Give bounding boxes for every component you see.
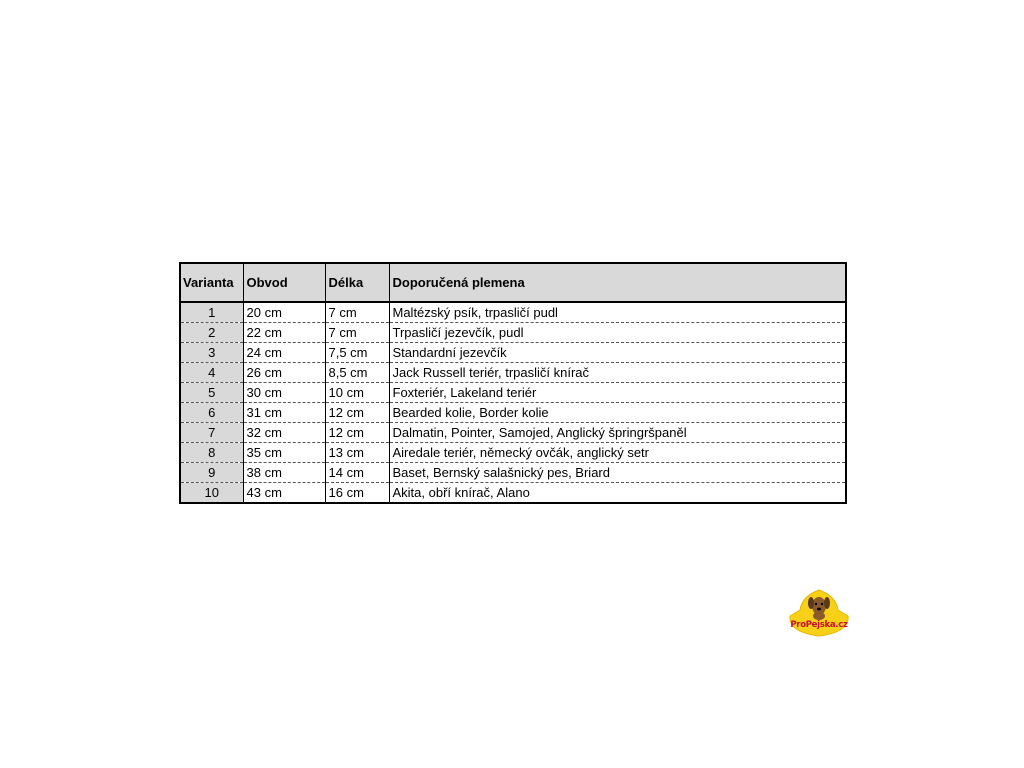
cell-obvod: 31 cm (243, 403, 325, 423)
cell-varianta: 2 (181, 323, 243, 343)
header-obvod: Obvod (243, 264, 325, 302)
table-row (181, 363, 845, 383)
cell-plemena: Airedale teriér, německý ovčák, anglický setr (389, 443, 845, 463)
cell-plemena: Maltézský psík, trpasličí pudl (389, 302, 845, 323)
cell-delka: 16 cm (325, 483, 389, 503)
cell-obvod: 24 cm (243, 343, 325, 363)
cell-obvod: 38 cm (243, 463, 325, 483)
cell-plemena: Akita, obří knírač, Alano (392, 485, 530, 500)
table-row (181, 423, 845, 443)
cell-plemena: Jack Russell teriér, trpasličí knírač (389, 363, 845, 383)
cell-plemena: Baset, Bernský salašnický pes, Briard (389, 463, 845, 483)
table-row (181, 323, 845, 343)
cell-varianta: 5 (181, 383, 243, 403)
cell-delka: 7,5 cm (325, 343, 389, 363)
cell-plemena: Dalmatin, Pointer, Samojed, Anglický špringršpaněl (389, 423, 845, 443)
cell-obvod: 26 cm (243, 363, 325, 383)
header-varianta: Varianta (181, 264, 243, 302)
cell-obvod: 43 cm (243, 483, 325, 503)
table-row (181, 383, 845, 403)
table-row (181, 463, 845, 483)
propejska-logo (786, 588, 852, 638)
cell-obvod: 20 cm (243, 302, 325, 323)
table-row (181, 302, 845, 323)
cell-plemena: Standardní jezevčík (389, 343, 845, 363)
size-table-container (179, 262, 847, 504)
header-row (181, 264, 845, 302)
cell-delka: 14 cm (325, 463, 389, 483)
cell-delka: 7 cm (325, 323, 389, 343)
size-table (181, 264, 845, 502)
cell-delka: 12 cm (325, 403, 389, 423)
table-row (181, 443, 845, 463)
header-delka: Délka (325, 264, 389, 302)
cell-plemena: Foxteriér, Lakeland teriér (389, 383, 845, 403)
table-row (181, 403, 845, 423)
table-header (181, 264, 845, 302)
cell-varianta: 4 (181, 363, 243, 383)
cell-obvod: 22 cm (243, 323, 325, 343)
cell-delka: 10 cm (325, 383, 389, 403)
cell-varianta: 3 (181, 343, 243, 363)
header-plemena: Doporučená plemena (389, 264, 845, 302)
cell-obvod: 30 cm (243, 383, 325, 403)
logo-text: ProPejska.cz (790, 620, 848, 630)
cell-plemena: Bearded kolie, Border kolie (389, 403, 845, 423)
cell-varianta: 7 (181, 423, 243, 443)
cell-varianta: 9 (181, 463, 243, 483)
cell-varianta: 6 (181, 403, 243, 423)
cell-varianta: 8 (181, 443, 243, 463)
cell-obvod: 32 cm (243, 423, 325, 443)
table-body (181, 302, 845, 502)
cell-varianta: 10 (181, 483, 243, 503)
table-row (181, 343, 845, 363)
cell-delka: 8,5 cm (325, 363, 389, 383)
cell-delka: 7 cm (325, 302, 389, 323)
cell-obvod: 35 cm (243, 443, 325, 463)
cell-delka: 13 cm (325, 443, 389, 463)
cell-varianta: 1 (181, 302, 243, 323)
table-row (181, 483, 845, 503)
cell-plemena: Trpasličí jezevčík, pudl (389, 323, 845, 343)
cell-delka: 12 cm (325, 423, 389, 443)
